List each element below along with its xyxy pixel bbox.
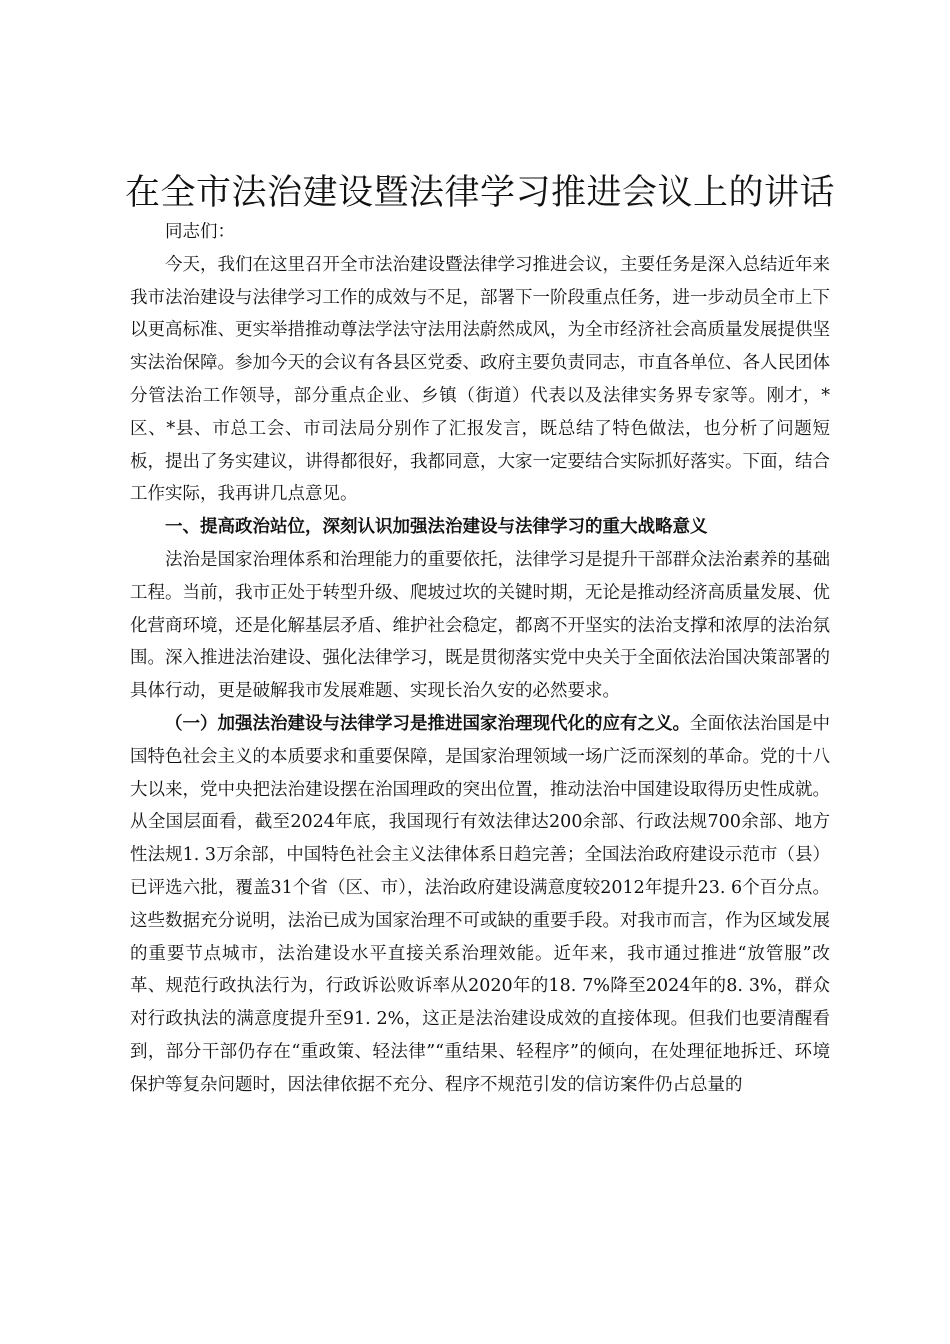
subsection-1-text: 全面依法治国是中国特色社会主义的本质要求和重要保障，是国家治理领域一场广泛而深刻的革命。党的十八大以来，党中央把法治建设摆在治国理政的突出位置，推动法治中国建设取得历史性成就。从全国层面看，截至2024年底，我国现行有效法律达200余部、行政法规700余部、地方性法规1. 3万余部，中国特色社会主义法律体系日趋完善；全国法治政府建设示范市（县）已评选六批，覆盖31个省（区、市），法治政府建设满意度较2012年提升23. 6个百分点。这些数据充分说明，法治已成为国家治理不可或缺的重要手段。对我市而言，作为区域发展的重要节点城市，法治建设水平直接关系治理效能。近年来，我市通过推进“放管服”改革、规范行政执法行为，行政诉讼败诉率从2020年的18. 7%降至2024年的8. 3%，群众对行政执法的满意度提升至91. 2%，这正是法治建设成效的直接体现。但我们也要清醒看到，部分干部仍存在“重政策、轻法律”“重结果、轻程序”的倾向，在处理征地拆迁、环境保护等复杂问题时，因法律依据不充分、程序不规范引发的信访案件仍占总量的 [130, 713, 830, 1095]
paragraph-subsection-1 [130, 708, 830, 1102]
greeting: 同志们： [165, 222, 235, 242]
paragraph-opening: 今天，我们在这里召开全市法治建设暨法律学习推进会议，主要任务是深入总结近年来我市法治建设与法律学习工作的成效与不足，部署下一阶段重点任务，进一步动员全市上下以更高标准、更实举措推动尊法学法守法用法蔚然成风，为全市经济社会高质量发展提供坚实法治保障。参加今天的会议有各县区党委、政府主要负责同志，市直各单位、各人民团体分管法治工作领导，部分重点企业、乡镇（街道）代表以及法律实务界专家等。刚才，*区、*县、市总工会、市司法局分别作了汇报发言，既总结了特色做法，也分析了问题短板，提出了务实建议，讲得都很好，我都同意，大家一定要结合实际抓好落实。下面，结合工作实际，我再讲几点意见。 [130, 254, 830, 505]
document-title: 在全市法治建设暨法律学习推进会议上的讲话 [124, 173, 835, 213]
section-heading-1: 一、提高政治站位，深刻认识加强法治建设与法律学习的重大战略意义 [165, 517, 708, 538]
subsection-heading-1: （一）加强法治建设与法律学习是推进国家治理现代化的应有之义。 [165, 713, 690, 734]
document-body [130, 216, 830, 1102]
paragraph-significance: 法治是国家治理体系和治理能力的重要依托，法律学习是提升干部群众法治素养的基础工程。当前，我市正处于转型升级、爬坡过坎的关键时期，无论是推动经济高质量发展、优化营商环境，还是化解基层矛盾、维护社会稳定，都离不开坚实的法治支撑和浓厚的法治氛围。深入推进法治建设、强化法律学习，既是贯彻落实党中央关于全面依法治国决策部署的具体行动，更是破解我市发展难题、实现长治久安的必然要求。 [130, 549, 830, 702]
